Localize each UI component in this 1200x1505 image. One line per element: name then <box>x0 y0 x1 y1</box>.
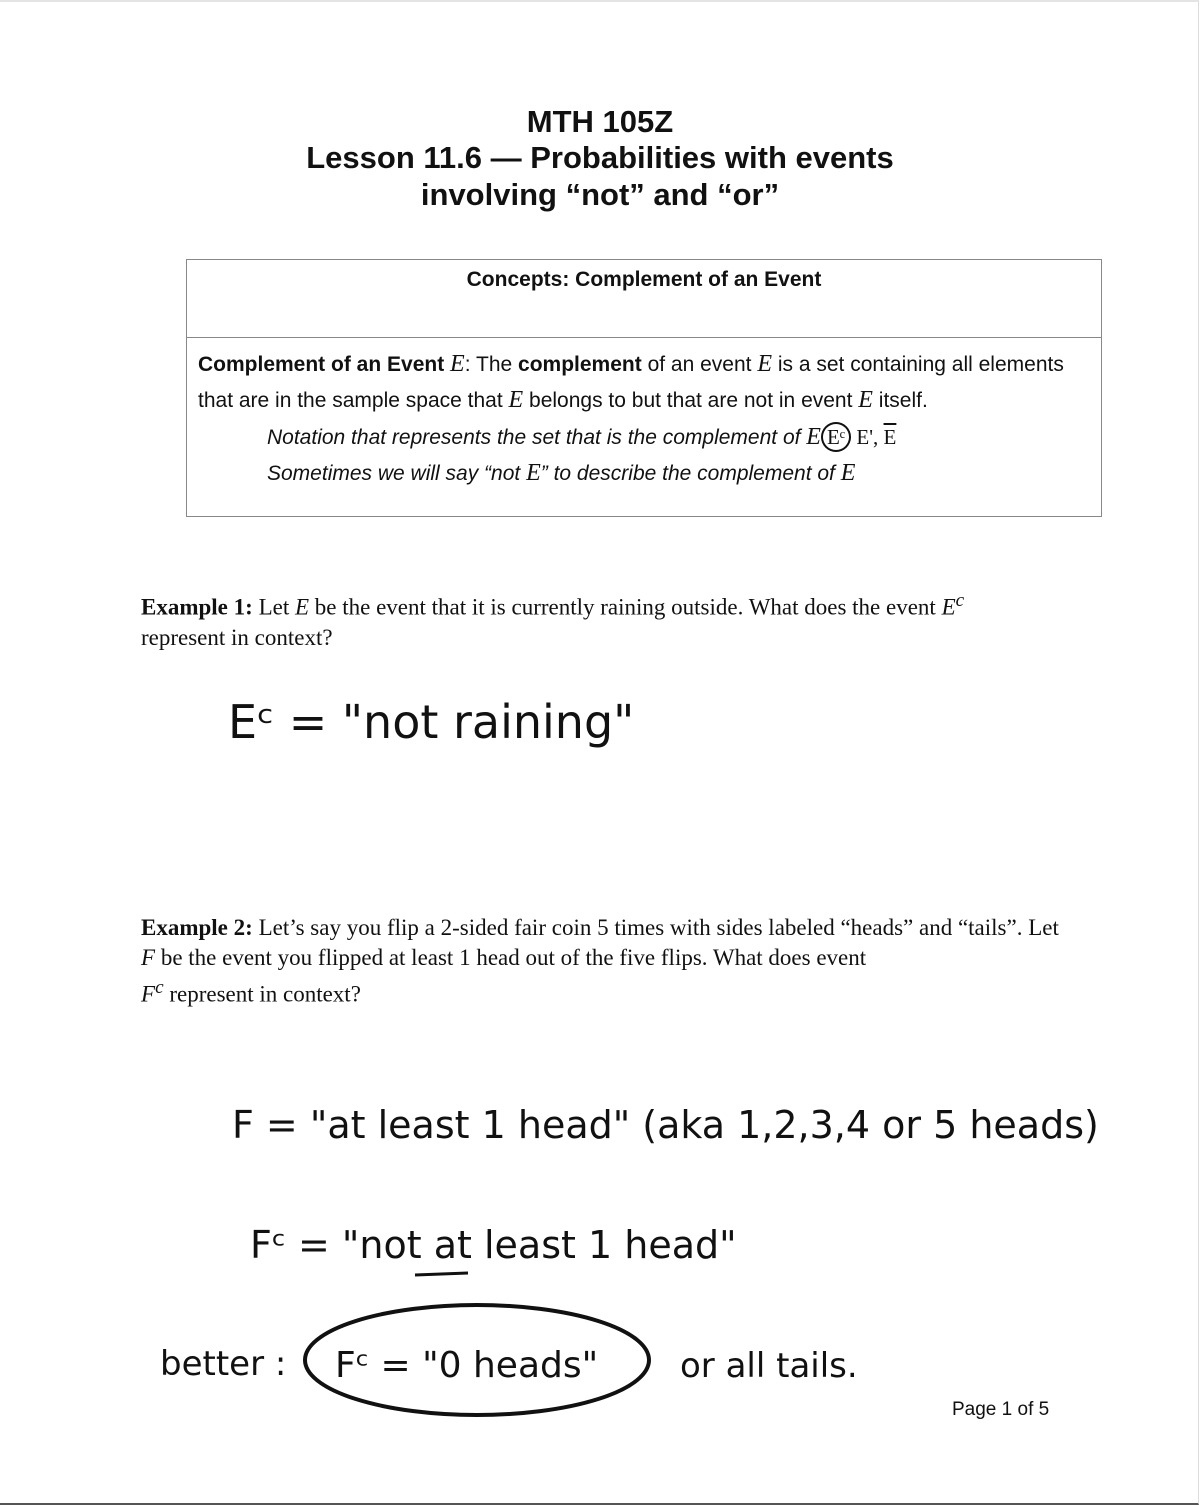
circled-notation: Eᶜ <box>821 422 851 452</box>
handwritten-fc-definition: Fᶜ = "not at least 1 head" <box>250 1223 737 1267</box>
underline-not <box>415 1273 468 1275</box>
handwritten-fc-better: Fᶜ = "0 heads" <box>335 1345 599 1386</box>
definition-term: Complement of an Event <box>198 353 445 376</box>
concepts-title: Concepts: Complement of an Event <box>466 268 822 291</box>
page-number: Page 1 of 5 <box>952 1399 1050 1420</box>
handwritten-or-all-tails: or all tails. <box>680 1346 858 1386</box>
sometimes-line: Sometimes we will say “not E” to describe the complement of E <box>267 460 856 486</box>
notation-line: Notation that represents the set that is the complement of E Eᶜ E', $\overline{E}$ <box>267 424 897 450</box>
handwritten-better-label: better : <box>160 1344 287 1384</box>
definition-line2: that are in the sample space that E belongs to but that are not in event E itself. <box>198 387 928 413</box>
example1-text: Example 1: Let E be the event that it is currently raining outside. What does the event $E^c$ represent in context? <box>141 590 965 650</box>
lesson-title-line2: involving “not” and “or” <box>420 177 780 212</box>
course-title: MTH 105Z <box>526 104 674 139</box>
example2-text: Example 2: Let’s say you flip a 2-sided fair coin 5 times with sides labeled “heads” and “tails”. Let F be the event you flipped at least 1 head out of the five flips. What does event $F^c$ represent in context? <box>141 915 1059 1007</box>
definition-line1: Complement of an Event E: The complement of an event E is a set containing all elements <box>198 351 1064 377</box>
handwritten-ex1-answer: Eᶜ = "not raining" <box>228 695 635 749</box>
overbar-notation: $\overline{E}$ <box>883 425 897 449</box>
handwritten-f-definition: F = "at least 1 head" (aka 1,2,3,4 or 5 heads) <box>232 1103 1099 1147</box>
lesson-title-line1: Lesson 11.6 — Probabilities with events <box>306 140 894 175</box>
